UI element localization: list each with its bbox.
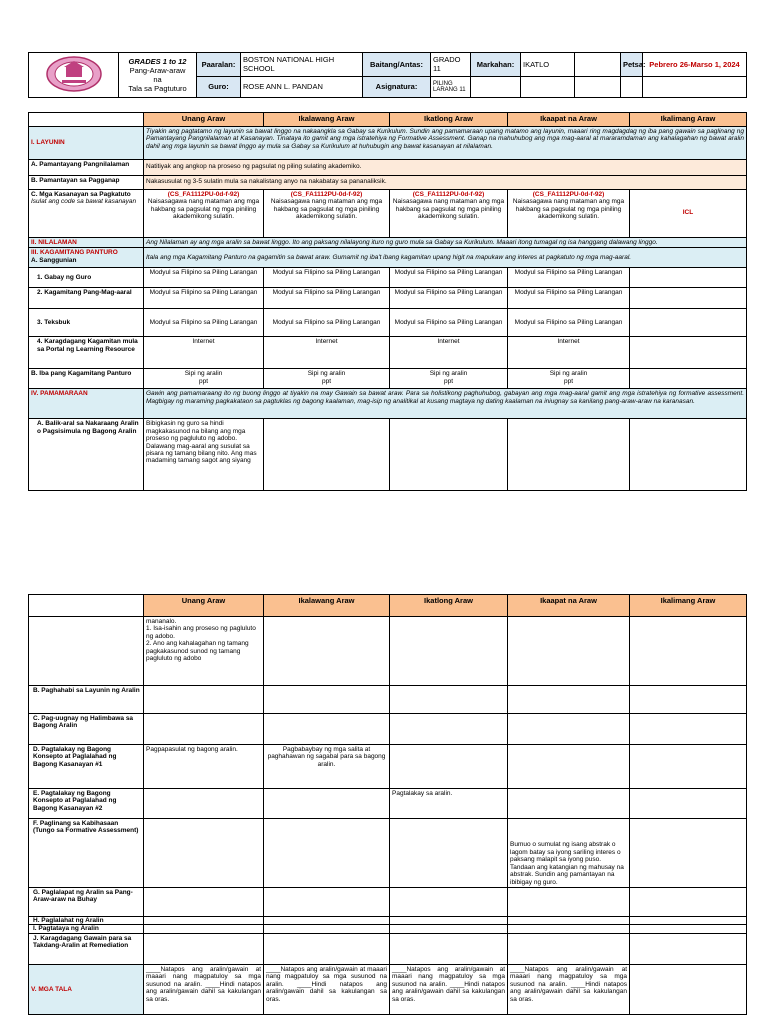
pamamaraan-text: Gawin ang pamamaraang ito ng buong linggo at tiyakin na may Gawain sa bawat araw. Para sa holistikong paghuhubog, gabayan ang mga mag-aaral gamit ang mga istratehiya ng formative assessment. Magbigay ng maraming pagkakataon sa pagtuklas ng bagong kaalaman, mag-isip ng analitikal at kusang magtaya ng dating kaalaman na iniugnay sa kanilang pang-araw-araw na karanasan. <box>144 389 747 419</box>
empty-cell <box>144 819 264 888</box>
logo-cell <box>29 53 119 98</box>
empty-cell <box>264 617 390 686</box>
row-label: G. Paglalapat ng Aralin sa Pang-Araw-araw na Buhay <box>29 888 144 917</box>
continuation-label <box>29 617 144 686</box>
competency-code: (CS_FA1112PU-0d-f-92) <box>290 190 363 198</box>
balik-aral-day-2 <box>264 419 390 491</box>
baitang-value: GRADO 11 <box>431 53 471 77</box>
row-label: 4. Karagdagang Kagamitan mula sa Portal ng Learning Resource <box>29 337 144 369</box>
tala-day-1: ____Natapos ang aralin/gawain at maaari nang magpatuloy sa mga susunod na aralin. ____Hindi natapos ang aralin/gawain dahil sa kakulangan sa oras. <box>144 964 264 1014</box>
empty-cell <box>508 917 630 925</box>
empty-cell <box>508 686 630 714</box>
sipi-text: Sipi ng aralin <box>307 370 346 378</box>
row-label: F. Paglinang sa Kabihasaan (Tungo sa Formative Assessment) <box>29 819 144 888</box>
day-header: Ikalawang Araw <box>264 113 390 127</box>
empty-cell <box>630 789 747 819</box>
row-label: B. Pamantayan sa Pagganap <box>29 175 144 189</box>
empty-cell <box>264 933 390 964</box>
pamantayan-pagganap-text: Nakasusulat ng 3-5 sulatin mula sa nakalistang anyo na nakabatay sa pananaliksik. <box>144 175 747 189</box>
row-label: D. Pagtalakay ng Bagong Konsepto at Paglalahad ng Bagong Kasanayan #1 <box>29 745 144 789</box>
iba-day-3 <box>390 369 508 389</box>
balik-aral-day-1: Bibigkasin ng guro sa hindi magkakasunod na bilang ang mga proseso ng pagluluto ng adobo. Dalawang mag-aaral ang susulat sa pisara ng tamang bilang nito. Ang mas madaming tamang sagot ang siyang <box>144 419 264 491</box>
tala-day-3: ____Natapos ang aralin/gawain at maaari nang magpatuloy sa mga susunod na aralin. ____Hindi natapos ang aralin/gawain dahil sa kakulangan sa oras. <box>390 964 508 1014</box>
balik-aral-continued <box>144 617 264 686</box>
teksbuk-day-1: Modyul sa Filipino sa Piling Larangan <box>144 309 264 337</box>
empty-cell <box>508 888 630 917</box>
empty-cell <box>630 933 747 964</box>
gabay-day-5 <box>630 268 747 288</box>
ppt-text: ppt <box>198 377 209 385</box>
empty-cell <box>390 888 508 917</box>
baitang-label: Baitang/Antas: <box>363 53 431 77</box>
pamantayang-pangnilalaman-text: Natitiyak ang angkop na proseso ng pagsulat ng piling sulating akademiko. <box>144 159 747 175</box>
tala-day-4: ____Natapos ang aralin/gawain at maaari nang magpatuloy sa mga susunod na aralin. ____Hindi natapos ang aralin/gawain dahil sa kakulangan sa oras. <box>508 964 630 1014</box>
empty-cell <box>630 917 747 925</box>
empty-cell <box>144 917 264 925</box>
empty-cell <box>630 686 747 714</box>
header-table <box>28 52 747 98</box>
teksbuk-day-3: Modyul sa Filipino sa Piling Larangan <box>390 309 508 337</box>
row-label: A. Balik-aral sa Nakaraang Aralin o Pagsisimula ng Bagong Aralin <box>29 419 144 491</box>
empty-cell <box>508 925 630 933</box>
page-2 <box>28 594 746 1015</box>
row-label: A. Pamantayang Pangnilalaman <box>29 159 144 175</box>
empty-cell <box>508 789 630 819</box>
guro-value: ROSE ANN L. PANDAN <box>241 76 363 97</box>
empty-cell <box>264 714 390 745</box>
day-header: Ikalawang Araw <box>264 595 390 617</box>
blank-cell <box>575 76 621 97</box>
gabay-day-4: Modyul sa Filipino sa Piling Larangan <box>508 268 630 288</box>
balik-aral-day-4 <box>508 419 630 491</box>
pagtalakay-1-day-2: Pagbabaybay ng mga salita at paghahawan ng sagabal para sa bagong aralin. <box>264 745 390 789</box>
day-header: Ikalimang Araw <box>630 113 747 127</box>
day-header: Ikaapat na Araw <box>508 595 630 617</box>
karagdagan-day-3: Internet <box>390 337 508 369</box>
empty-cell <box>144 933 264 964</box>
kasanayan-day-3 <box>390 189 508 237</box>
competency-code: (CS_FA1112PU-0d-f-92) <box>412 190 485 198</box>
kasanayan-day-1 <box>144 189 264 237</box>
kasanayan-label: C. Mga Kasanayan sa Pagkatuto <box>31 190 131 198</box>
corner-cell <box>29 595 144 617</box>
iba-day-4 <box>508 369 630 389</box>
lesson-table-1 <box>28 112 747 491</box>
empty-cell <box>144 888 264 917</box>
row-label: B. Paghahabi sa Layunin ng Aralin <box>29 686 144 714</box>
cont-line: 2. Ano ang kahalagahan ng tamang pagkakasunod sunod ng tamang <box>146 640 249 655</box>
section-layunin: I. LAYUNIN <box>29 126 144 159</box>
row-label: B. Iba pang Kagamitang Panturo <box>29 369 144 389</box>
kasanayan-day-2 <box>264 189 390 237</box>
row-label: I. Pagtataya ng Aralin <box>29 925 144 933</box>
balik-aral-day-5 <box>630 419 747 491</box>
row-label: C. Pag-uugnay ng Halimbawa sa Bagong Aralin <box>29 714 144 745</box>
karagdagan-day-4: Internet <box>508 337 630 369</box>
blank-cell <box>643 76 747 97</box>
row-label: 3. Teksbuk <box>29 309 144 337</box>
empty-cell <box>390 745 508 789</box>
pang-mag-aaral-day-4: Modyul sa Filipino sa Piling Larangan <box>508 288 630 309</box>
day-header: Unang Araw <box>144 595 264 617</box>
empty-cell <box>264 789 390 819</box>
cont-line: mananalo. <box>146 618 177 625</box>
empty-cell <box>144 925 264 933</box>
empty-cell <box>264 819 390 888</box>
title-line-3: Tala sa Pagtuturo <box>128 84 187 93</box>
asignatura-label: Asignatura: <box>363 76 431 97</box>
empty-cell <box>390 686 508 714</box>
empty-cell <box>630 617 747 686</box>
row-label-kasanayan <box>29 189 144 237</box>
empty-cell <box>264 925 390 933</box>
pang-mag-aaral-day-1: Modyul sa Filipino sa Piling Larangan <box>144 288 264 309</box>
page-1 <box>28 52 746 491</box>
empty-cell <box>144 714 264 745</box>
teksbuk-day-4: Modyul sa Filipino sa Piling Larangan <box>508 309 630 337</box>
competency-text: Naisasagawa nang mataman ang mga hakbang sa pagsulat ng mga piniling akademikong sulatin. <box>512 198 625 221</box>
empty-cell <box>630 888 747 917</box>
empty-cell <box>264 917 390 925</box>
grades-text: GRADES 1 to 12 <box>128 57 187 66</box>
empty-cell <box>390 933 508 964</box>
iba-day-5 <box>630 369 747 389</box>
form-title <box>119 53 197 98</box>
kasanayan-sub: Isulat ang code sa bawat kasanayan <box>31 198 137 206</box>
paaralan-label: Paaralan: <box>197 53 241 77</box>
paglinang-day-4: Bumuo o sumulat ng isang abstrak o lagom batay sa iyong sariling interes o paksang malapit sa iyong puso. Tandaan ang katangian ng mahusay na abstrak. Sundin ang pamantayan na ibibigay ng guro. <box>508 819 630 888</box>
petsa-label: Petsa: <box>621 53 643 77</box>
gabay-day-1: Modyul sa Filipino sa Piling Larangan <box>144 268 264 288</box>
empty-cell <box>144 686 264 714</box>
row-label: J. Karagdagang Gawain para sa Takdang-Aralin at Remediation <box>29 933 144 964</box>
balik-aral-day-3 <box>390 419 508 491</box>
petsa-value: Pebrero 26-Marso 1, 2024 <box>643 53 747 77</box>
row-label: H. Paglalahat ng Aralin <box>29 917 144 925</box>
row-label: E. Pagtalakay ng Bagong Konsepto at Paglalahad ng Bagong Kasanayan #2 <box>29 789 144 819</box>
day-header: Ikalimang Araw <box>630 595 747 617</box>
kasanayan-day-4 <box>508 189 630 237</box>
pagtalakay-1-day-1: Pagpapasulat ng bagong aralin. <box>144 745 264 789</box>
row-label: 2. Kagamitang Pang-Mag-aaral <box>29 288 144 309</box>
guro-label: Guro: <box>197 76 241 97</box>
empty-cell <box>264 686 390 714</box>
ppt-text: ppt <box>321 377 332 385</box>
section-kagamitan <box>29 248 144 268</box>
pang-mag-aaral-day-5 <box>630 288 747 309</box>
day-header: Ikatlong Araw <box>390 595 508 617</box>
section-nilalaman: II. NILALAMAN <box>29 237 144 247</box>
empty-cell <box>508 933 630 964</box>
competency-text: Naisasagawa nang mataman ang mga hakbang sa pagsulat ng mga piniling akademikong sulatin. <box>147 198 260 221</box>
competency-code: (CS_FA1112PU-0d-f-92) <box>167 190 240 198</box>
corner-cell <box>29 113 144 127</box>
gabay-day-3: Modyul sa Filipino sa Piling Larangan <box>390 268 508 288</box>
empty-cell <box>508 617 630 686</box>
empty-cell <box>630 819 747 888</box>
section-mga-tala: V. MGA TALA <box>29 964 144 1014</box>
sipi-text: Sipi ng aralin <box>549 370 588 378</box>
cont-line: pagluluto ng adobo <box>146 655 202 663</box>
competency-text: Naisasagawa nang mataman ang mga hakbang sa pagsulat ng mga piniling akademikong sulatin. <box>270 198 383 221</box>
pang-mag-aaral-day-2: Modyul sa Filipino sa Piling Larangan <box>264 288 390 309</box>
pang-mag-aaral-day-3: Modyul sa Filipino sa Piling Larangan <box>390 288 508 309</box>
empty-cell <box>630 745 747 789</box>
empty-cell <box>390 819 508 888</box>
teksbuk-day-2: Modyul sa Filipino sa Piling Larangan <box>264 309 390 337</box>
asignatura-value: PILING LARANG 11 <box>431 76 471 97</box>
markahan-extra <box>575 53 621 77</box>
nilalaman-text: Ang Nilalaman ay ang mga aralin sa bawat linggo. Ito ang paksang nilalayong ituro ng guro mula sa Gabay sa Kurikulum. Maaari itong tumagal ng isa hanggang dalawang linggo. <box>144 237 747 247</box>
markahan-label: Markahan: <box>471 53 521 77</box>
empty-cell <box>144 789 264 819</box>
karagdagan-day-2: Internet <box>264 337 390 369</box>
teksbuk-day-5 <box>630 309 747 337</box>
cont-line: 1. Isa-isahin ang proseso ng pagluluto ng adobo. <box>146 625 256 640</box>
paaralan-value: BOSTON NATIONAL HIGH SCHOOL <box>241 53 363 77</box>
title-line-1: Pang-Araw-araw <box>129 66 186 75</box>
karagdagan-day-5 <box>630 337 747 369</box>
day-header: Ikatlong Araw <box>390 113 508 127</box>
empty-cell <box>264 888 390 917</box>
empty-cell <box>390 917 508 925</box>
blank-cell <box>521 76 575 97</box>
iba-day-2 <box>264 369 390 389</box>
empty-cell <box>508 714 630 745</box>
karagdagan-day-1: Internet <box>144 337 264 369</box>
row-label: 1. Gabay ng Guro <box>29 268 144 288</box>
sipi-text: Sipi ng aralin <box>429 370 468 378</box>
empty-cell <box>630 714 747 745</box>
pagtalakay-2-day-3: Pagtalakay sa aralin. <box>390 789 508 819</box>
empty-cell <box>390 617 508 686</box>
tala-day-2: ____Natapos ang aralin/gawain at maaari nang magpatuloy sa mga susunod na aralin. ____Hindi natapos ang aralin/gawain dahil sa kakulangan sa oras. <box>264 964 390 1014</box>
title-line-2: na <box>153 75 162 84</box>
competency-code: (CS_FA1112PU-0d-f-92) <box>532 190 605 198</box>
ppt-text: ppt <box>443 377 454 385</box>
iba-day-1 <box>144 369 264 389</box>
ppt-text: ppt <box>563 377 574 385</box>
icl-label: ICL <box>630 189 747 237</box>
day-header: Ikaapat na Araw <box>508 113 630 127</box>
sipi-text: Sipi ng aralin <box>184 370 223 378</box>
blank-cell <box>471 76 521 97</box>
school-seal-logo <box>44 55 104 93</box>
empty-cell <box>508 745 630 789</box>
tala-day-5 <box>630 964 747 1014</box>
competency-text: Naisasagawa nang mataman ang mga hakbang sa pagsulat ng mga piniling akademikong sulatin. <box>392 198 505 221</box>
lesson-table-2 <box>28 594 747 1015</box>
kagamitan-label: III. KAGAMITANG PANTURO <box>31 249 118 257</box>
section-pamamaraan: IV. PAMAMARAAN <box>29 389 144 419</box>
empty-cell <box>390 714 508 745</box>
empty-cell <box>390 925 508 933</box>
kagamitan-text: Itala ang mga Kagamitang Panturo na gagamitin sa bawat araw. Gumamit ng iba't ibang kagamitan upang higit na mapukaw ang interes at pagkatuto ng mga mag-aaral. <box>144 248 747 268</box>
sanggunian-label: A. Sanggunian <box>31 256 77 264</box>
day-header: Unang Araw <box>144 113 264 127</box>
layunin-text: Tiyakin ang pagtatamo ng layunin sa bawat linggo na nakaangkla sa Gabay sa Kurikulum. Sundin ang pamamaraan upang matamo ang layunin, maaari ring magdagdag ng iba pang gawain sa paglinang ng Pamantayang Pangnilalaman at Kasanayan. Tinataya ito gamit ang mga istratehiya ng Formative Assessment. Ganap na mahuhubog ang mga mag-aaral at mararamdaman ang kahalagahan ng bawat aralin dahil ang mga layunin sa bawat linggo ay mula sa Gabay sa Kurikulum at huhubugin ang bawat kasanayan at nilalaman. <box>144 126 747 159</box>
blank-cell <box>621 76 643 97</box>
markahan-value: IKATLO <box>521 53 575 77</box>
empty-cell <box>630 925 747 933</box>
gabay-day-2: Modyul sa Filipino sa Piling Larangan <box>264 268 390 288</box>
